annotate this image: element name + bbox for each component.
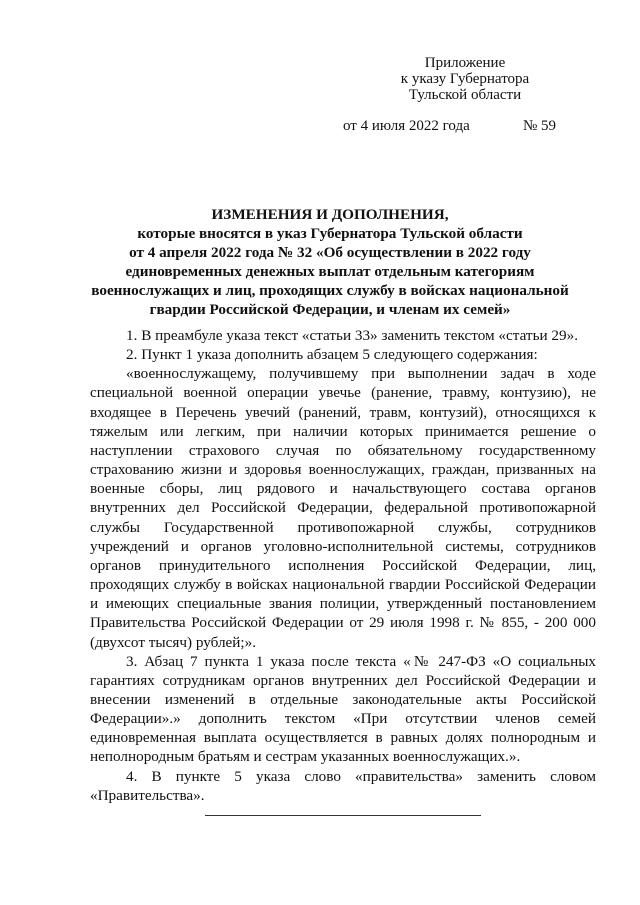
decree-number: № 59 [523,118,557,134]
heading-line-6: гвардии Российской Федерации, и членам их семей» [149,301,511,318]
paragraph-4: 4. В пункте 5 указа слово «правительства» заменить словом «Правительства». [90,767,596,804]
heading-line-4: единовременных денежных выплат отдельным категориям [125,263,535,280]
appendix-reference: к указу Губернатора [400,71,530,87]
appendix-title: Приложение [424,55,506,71]
heading-title: ИЗМЕНЕНИЯ И ДОПОЛНЕНИЯ, [211,206,449,223]
appendix-block [380,55,550,103]
appendix-region: Тульской области [408,87,522,103]
decree-date-line [0,117,640,135]
paragraph-2: 2. Пункт 1 указа дополнить абзацем 5 следующего содержания: [126,346,538,364]
paragraph-2-quote: «военнослужащему, получившему при выполнении задач в ходе специальной военной операции увечье (ранение, травму, контузию), не входящее в Перечень увечий (ранений, травм, контузий), относящихся к тяжелым или легким, при наличии которых принимается решение о наступлении страхового случая по обязательному государственному страхованию жизни и здоровья военнослужащих, граждан, призванных на военные сборы, лиц рядового и начальствующего состава органов внутренних дел Российской Федерации, федеральной противопожарной службы Государственной противопожарной службы, сотрудников учреждений и органов уголовно-исполнительной системы, сотрудников органов принудительного исполнения Российской Федерации, лиц, проходящих службу в войсках национальной гвардии Российской Федерации и имеющих специальные звания полиции, утвержденный постановлением Правительства Российской Федерации от 29 июля 1998 г. № 855, - 200 000 (двухсот тысяч) рублей;». [90,365,596,651]
heading-line-5: военнослужащих и лиц, проходящих службу в войсках национальной [91,282,569,299]
document-heading [90,205,570,319]
paragraph-1: 1. В преамбуле указа текст «статьи 33» заменить текстом «статьи 29». [126,327,578,344]
document-body [90,326,596,805]
closing-divider [205,815,481,816]
heading-line-3: от 4 апреля 2022 года № 32 «Об осуществлении в 2022 году [129,244,531,261]
paragraph-3: 3. Абзац 7 пункта 1 указа после текста «№ 247-ФЗ «О социальных гарантиях сотрудникам органов внутренних дел Российской Федерации и внесении изменений в отдельные законодательные акты Российской Федерации».» дополнить текстом «При отсутствии членов семей единовременная выплата осуществляется в равных долях полнородным и неполнородным братьям и сестрам указанных военнослужащих.». [90,652,596,766]
decree-date: от 4 июля 2022 года [343,118,470,134]
heading-line-2: которые вносятся в указ Губернатора Тульской области [137,225,523,242]
